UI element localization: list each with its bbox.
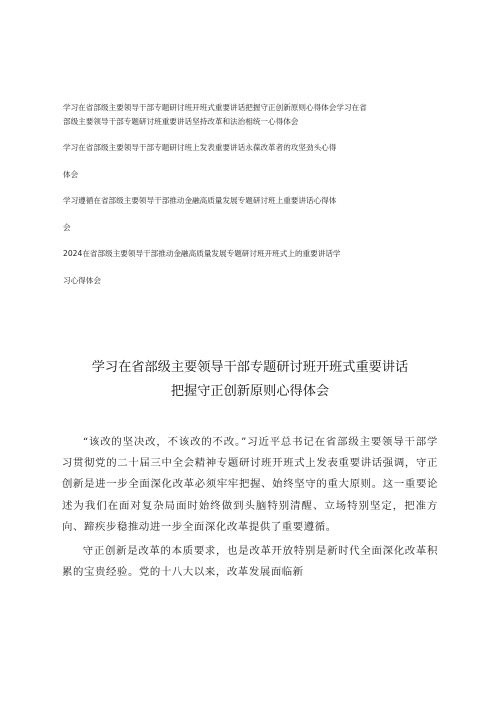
table-of-contents (63, 101, 443, 300)
toc-item-line: 学习遵循在省部级主要领导干部推动金融高质量发展专题研讨班上重要讲话心得体 (63, 196, 337, 205)
toc-item (63, 194, 443, 235)
article-title (50, 356, 450, 404)
toc-item-line: 2024在省部级主要领导干部推动金融高质量发展专题研讨班开班式上的重要讲话学 (63, 249, 341, 258)
toc-item (63, 141, 443, 182)
toc-item (63, 247, 443, 288)
toc-item-line: 部级主要领导干部专题研讨班重要讲话坚持改革和法治相统一心得体会 (63, 117, 299, 126)
toc-item-line: 体会 (63, 170, 79, 179)
toc-item (63, 101, 443, 129)
toc-item-line: 学习在省部级主要领导干部专题研讨班开班式重要讲话把握守正创新原则心得体会学习在省 (63, 103, 367, 112)
article-paragraph: “该改的坚决改，不该改的不改。”习近平总书记在省部级主要领导干部学习贯彻党的二十届三中全会精神专题研讨班开班式上发表重要讲话强调，守正创新是进一步全面深化改革必须牢牢把握、始终坚守的重大原则。这一重要论述为我们在面对复杂局面时始终做到头脑特别清醒、立场特别坚定，把准方向、蹄疾步稳推动进一步全面深化改革提供了重要遵循。 (62, 436, 438, 533)
article-paragraph: 守正创新是改革的本质要求，也是改革开放特别是新时代全面深化改革积累的宝贵经验。党的十八大以来，改革发展面临新 (62, 545, 438, 579)
toc-item-line: 习心得体会 (63, 276, 101, 285)
toc-item-line: 会 (63, 223, 71, 232)
article-title-line: 学习在省部级主要领导干部专题研讨班开班式重要讲话 (91, 360, 409, 375)
toc-item-line: 学习在省部级主要领导干部专题研讨班上发表重要讲话永葆改革者的攻坚劲头心得 (63, 143, 337, 152)
article-title-line: 把握守正创新原则心得体会 (170, 384, 330, 399)
article-body (62, 432, 438, 586)
